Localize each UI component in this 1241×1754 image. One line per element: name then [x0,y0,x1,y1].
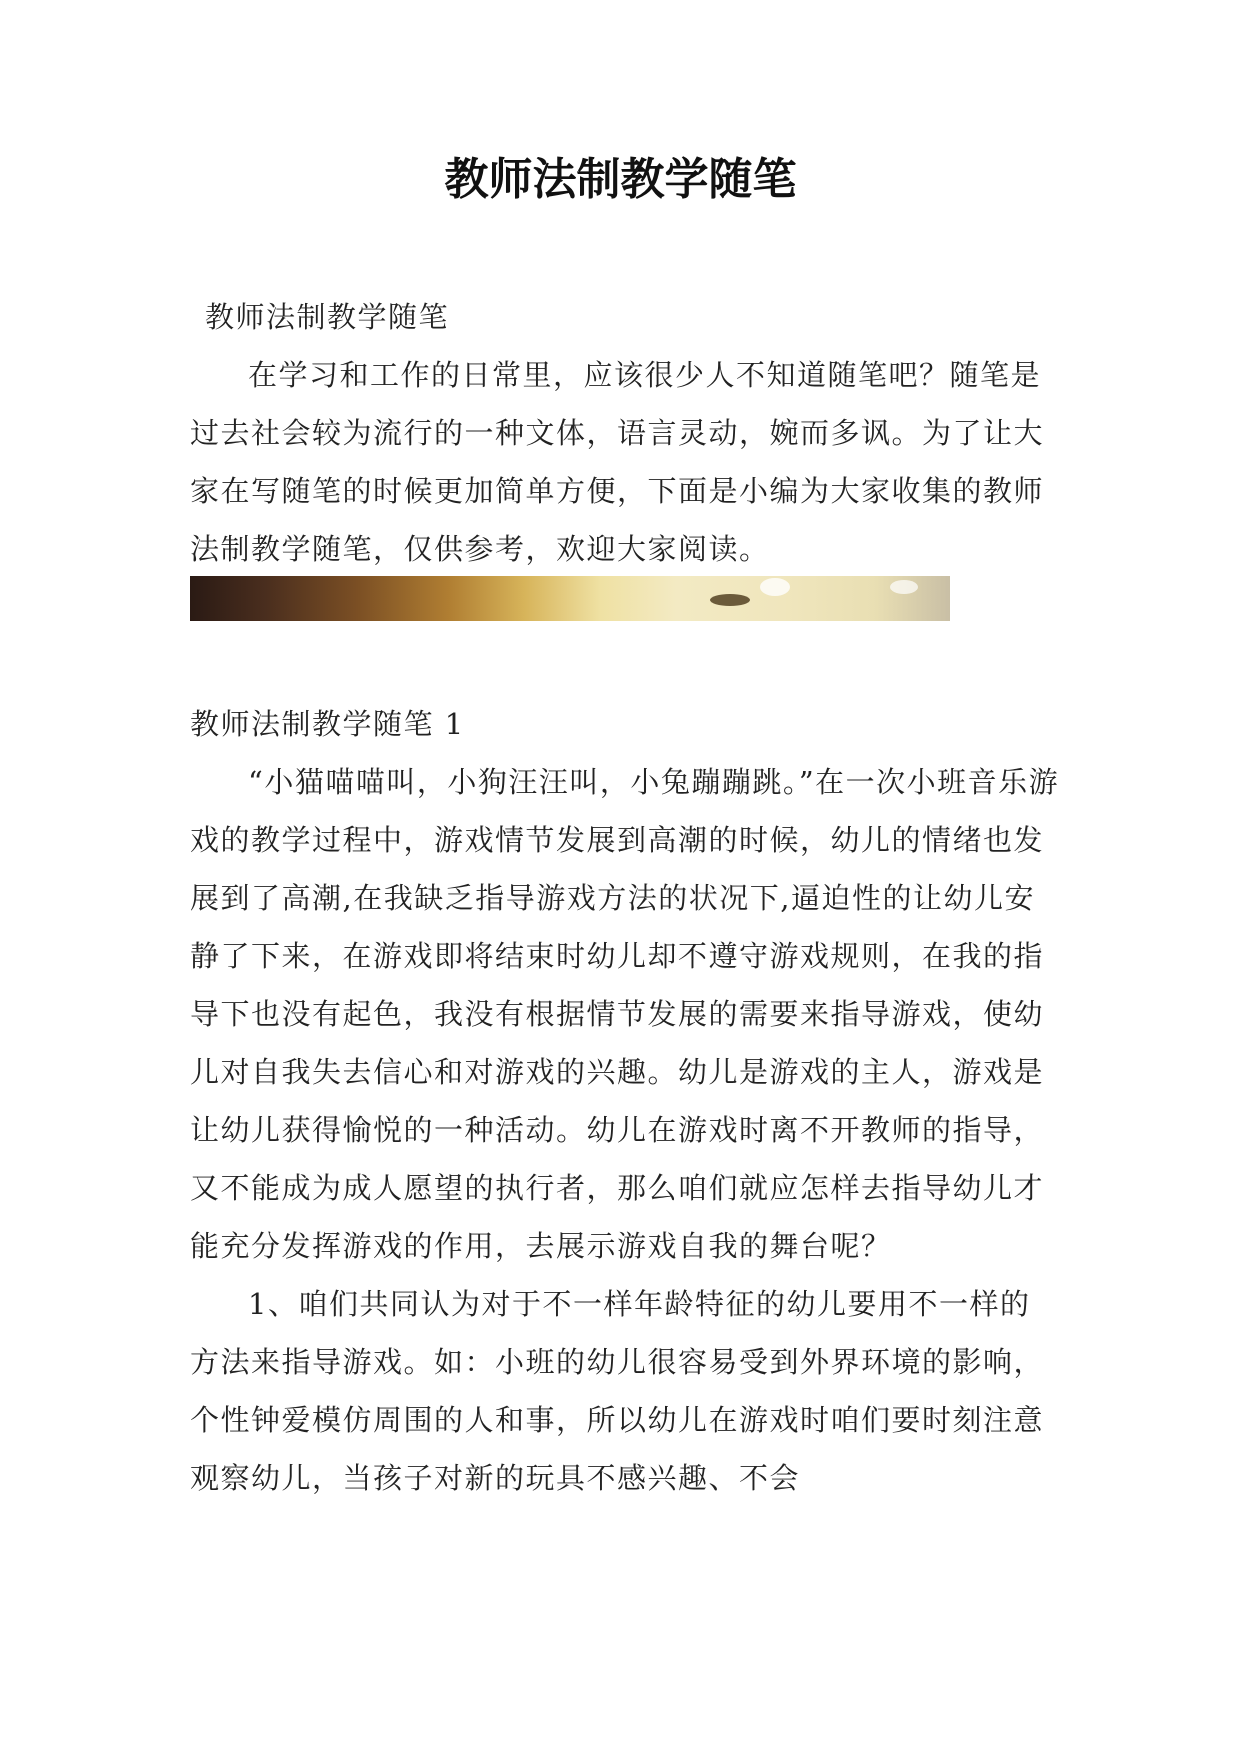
decorative-photo-strip [190,576,950,621]
photo-highlight [710,594,750,606]
photo-highlight [890,580,918,594]
section-title: 教师法制教学随笔 1 [190,707,465,741]
section-body [190,753,1060,1507]
photo-highlight [760,578,790,596]
document-title: 教师法制教学随笔 [444,154,797,205]
body-paragraph: “小猫喵喵叫，小狗汪汪叫，小兔蹦蹦跳。”在一次小班音乐游戏的教学过程中，游戏情节发展到高潮的时候，幼儿的情绪也发展到了高潮,在我缺乏指导游戏方法的状况下,逼迫性的让幼儿安静了下来，在游戏即将结束时幼儿却不遵守游戏规则，在我的指导下也没有起色，我没有根据情节发展的需要来指导游戏，使幼儿对自我失去信心和对游戏的兴趣。幼儿是游戏的主人，游戏是让幼儿获得愉悦的一种活动。幼儿在游戏时离不开教师的指导，又不能成为成人愿望的执行者，那么咱们就应怎样去指导幼儿才能充分发挥游戏的作用，去展示游戏自我的舞台呢？ [190,765,1060,1263]
document-subtitle: 教师法制教学随笔 [205,300,450,334]
body-paragraph: 1、咱们共同认为对于不一样年龄特征的幼儿要用不一样的方法来指导游戏。如：小班的幼儿很容易受到外界环境的影响，个性钟爱模仿周围的人和事，所以幼儿在游戏时咱们要时刻注意观察幼儿，当孩子对新的玩具不感兴趣、不会 [190,1287,1045,1495]
intro-paragraph: 在学习和工作的日常里，应该很少人不知道随笔吧？随笔是过去社会较为流行的一种文体，语言灵动，婉而多讽。为了让大家在写随笔的时候更加简单方便，下面是小编为大家收集的教师法制教学随笔，仅供参考，欢迎大家阅读。 [190,358,1045,566]
intro-block [190,346,1060,578]
